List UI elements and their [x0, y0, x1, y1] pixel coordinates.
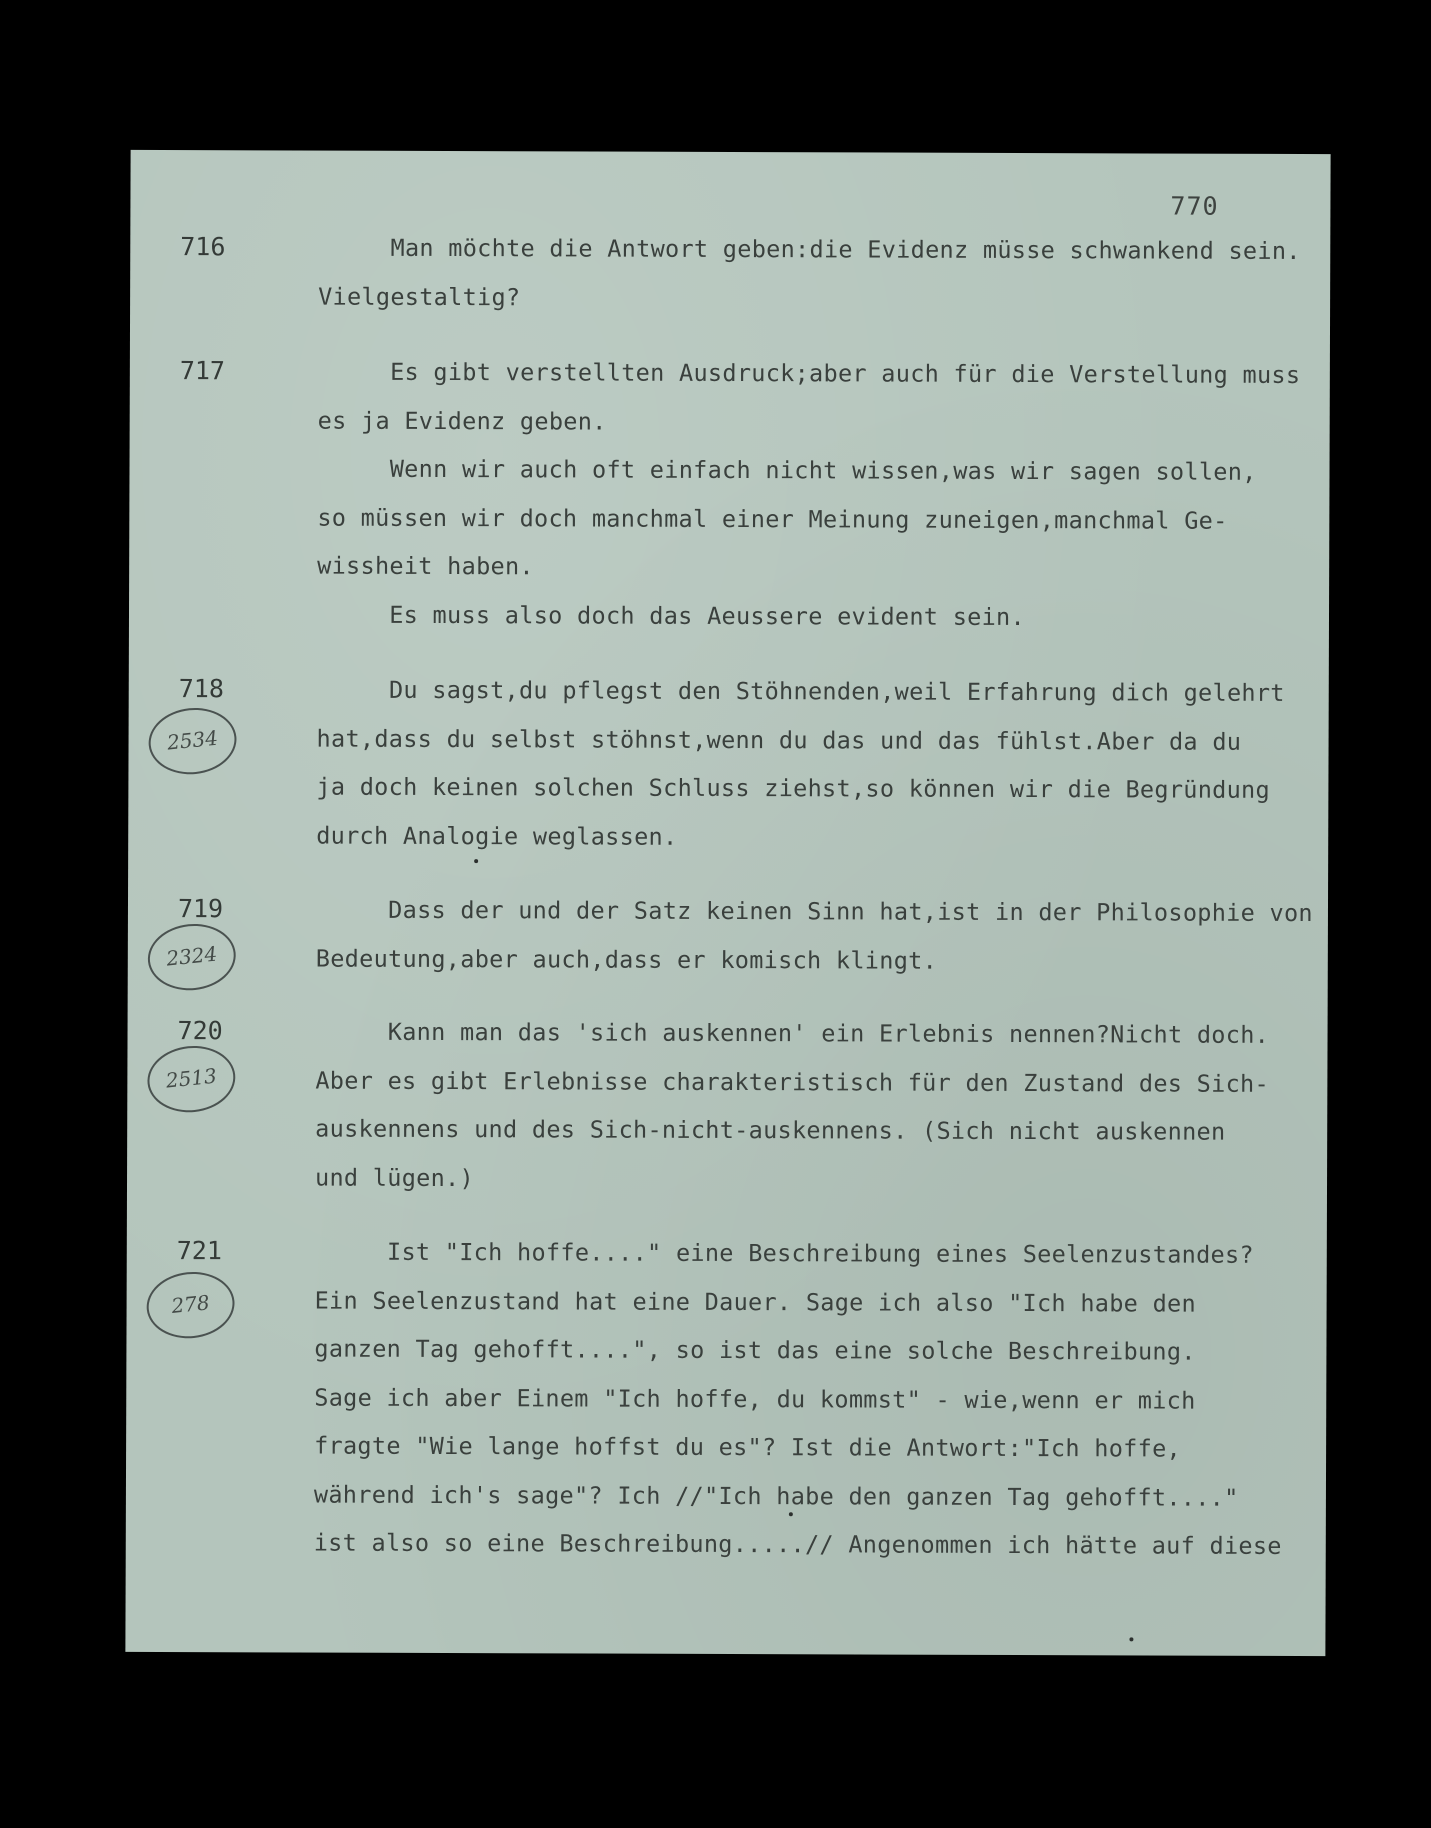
margin-note-circle: 278: [143, 1268, 237, 1343]
text-line: es ja Evidenz geben.: [317, 406, 607, 436]
text-line: Aber es gibt Erlebnisse charakteristisch für den Zustand des Sich-: [315, 1066, 1270, 1098]
text-line: Kann man das 'sich auskennen' ein Erlebnis nennen?Nicht doch.: [315, 1017, 1270, 1049]
remark-718: [129, 674, 1329, 851]
remark-721: [127, 1236, 1327, 1560]
text-line: hat,dass du selbst stöhnst,wenn du das und das fühlst.Aber da du: [316, 724, 1242, 756]
page-number: 770: [1170, 191, 1219, 221]
remark-number: 717: [179, 356, 226, 386]
margin-note-circle: 2513: [144, 1042, 238, 1117]
text-line: Dass der und der Satz keinen Sinn hat,ist in der Philosophie von: [315, 895, 1313, 928]
ink-dot: [474, 859, 478, 863]
text-line: Du sagst,du pflegst den Stöhnenden,weil Erfahrung dich gelehrt: [316, 675, 1285, 707]
remark-717: [130, 356, 1330, 631]
text-line: Vielgestaltig?: [318, 282, 521, 311]
text-line: während ich's sage"? Ich //"Ich habe den ganzen Tag gehofft....": [313, 1480, 1239, 1512]
text-line: fragte "Wie lange hoffst du es"? Ist die Antwort:"Ich hoffe,: [314, 1431, 1182, 1463]
remark-720: [128, 1016, 1328, 1192]
text-line: und lügen.): [314, 1163, 475, 1192]
text-line: auskennens und des Sich-nicht-auskennens. (Sich nicht auskennen: [315, 1114, 1226, 1146]
text-line: so müssen wir doch manchmal einer Meinung zuneigen,manchmal Ge-: [317, 503, 1228, 535]
ink-dot: [789, 1512, 793, 1516]
margin-note-circle: 2534: [145, 704, 239, 779]
remark-number: 720: [177, 1016, 223, 1046]
text-line: Es gibt verstellten Ausdruck;aber auch für die Verstellung muss: [317, 357, 1301, 389]
text-line: Sage ich aber Einem "Ich hoffe, du kommst" - wie,wenn er mich: [314, 1383, 1196, 1415]
remark-716: [130, 232, 1330, 311]
text-line: ist also so eine Beschreibung.....// Angenommen ich hätte auf diese: [313, 1528, 1282, 1560]
text-line: Man möchte die Antwort geben:die Evidenz müsse schwankend sein.: [318, 233, 1301, 265]
text-line: Wenn wir auch oft einfach nicht wissen,was wir sagen sollen,: [317, 454, 1257, 486]
remark-number: 721: [176, 1236, 222, 1266]
text-line: Bedeutung,aber auch,dass er komisch klingt.: [315, 944, 938, 975]
typescript-page: [125, 150, 1330, 1656]
text-line: ganzen Tag gehofft....", so ist das eine solche Beschreibung.: [314, 1334, 1196, 1366]
margin-note-circle: 2324: [145, 920, 239, 995]
remark-719: [128, 894, 1328, 975]
text-line: Ein Seelenzustand hat eine Dauer. Sage ich also "Ich habe den: [314, 1286, 1196, 1318]
ink-dot: [1129, 1637, 1133, 1641]
remark-text: [318, 233, 1318, 333]
remark-text: [314, 1237, 1315, 1580]
remark-text: [317, 357, 1318, 651]
text-line: ja doch keinen solchen Schluss ziehst,so können wir die Begründung: [316, 772, 1271, 804]
text-line: durch Analogie weglassen.: [316, 821, 678, 851]
remark-text: [316, 675, 1317, 872]
remark-text: [315, 1017, 1316, 1214]
text-line: Ist "Ich hoffe...." eine Beschreibung eines Seelenzustandes?: [314, 1237, 1254, 1269]
remark-number: 716: [180, 232, 226, 262]
remark-text: [316, 895, 1316, 995]
text-line: Es muss also doch das Aeussere evident sein.: [316, 600, 1026, 631]
remark-number: 718: [178, 674, 224, 704]
remark-number: 719: [177, 894, 224, 924]
text-line: wissheit haben.: [317, 551, 534, 581]
